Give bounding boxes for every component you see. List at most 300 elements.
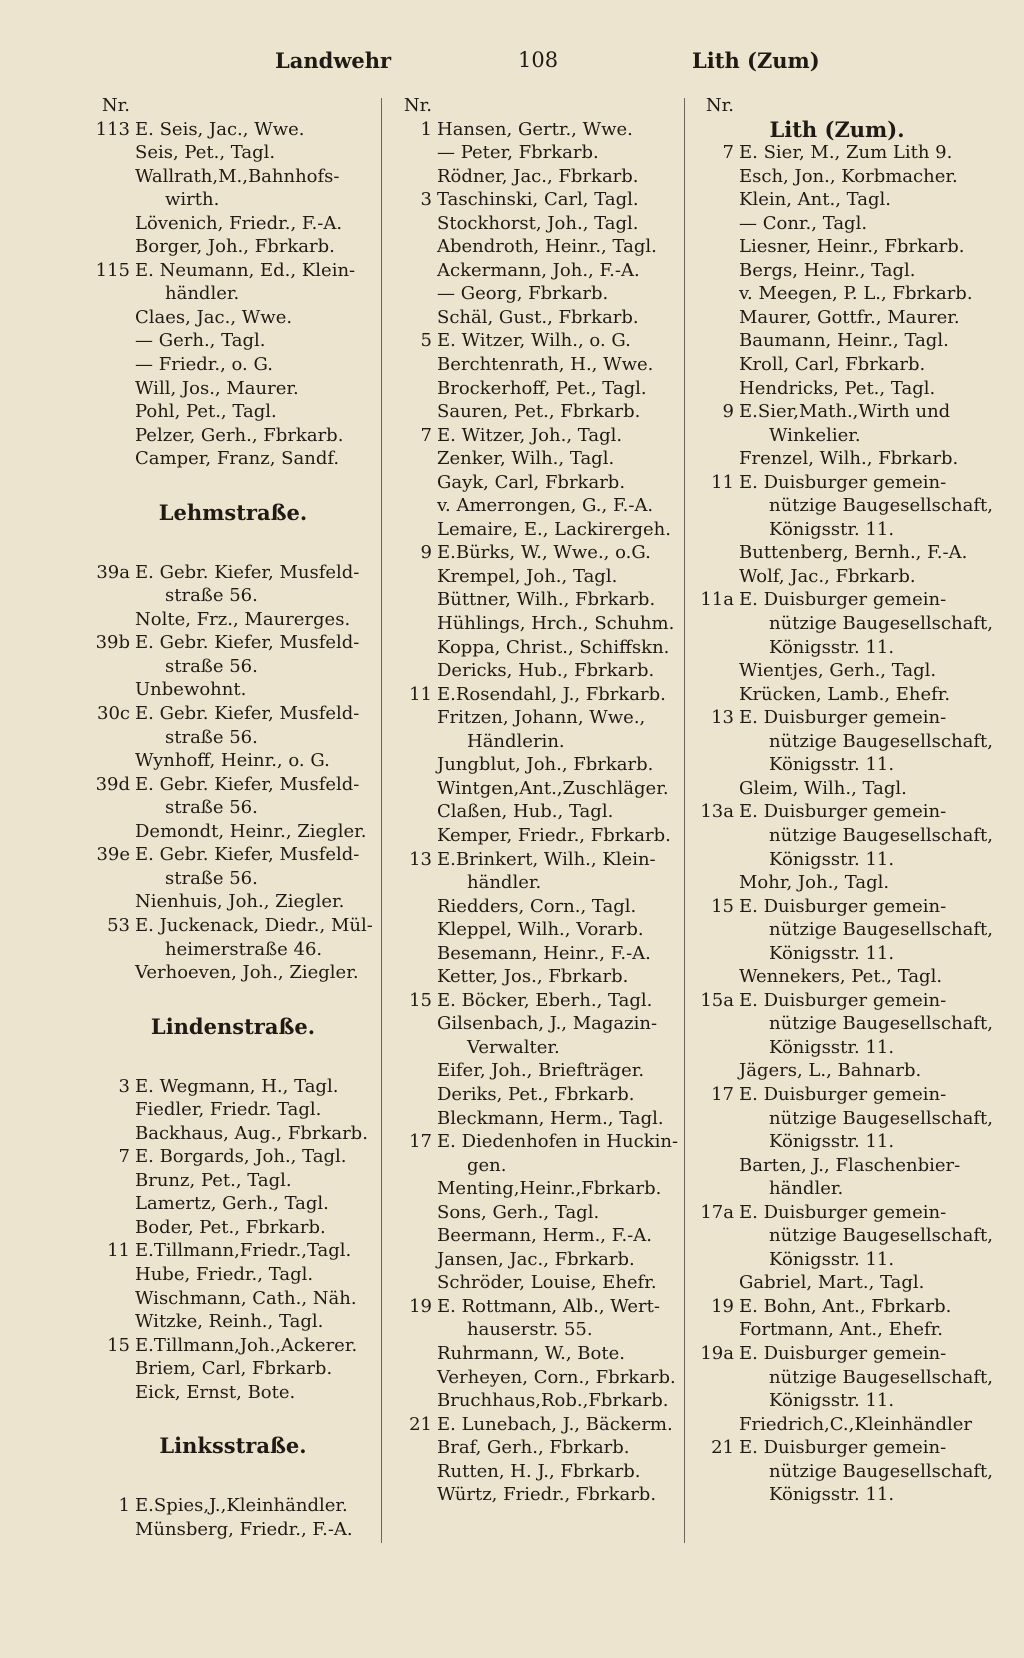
house-number	[390, 1036, 437, 1060]
entry-text: Dericks, Hub., Fbrkarb.	[437, 660, 655, 682]
directory-entry	[390, 565, 680, 589]
house-number: 7	[118, 1146, 130, 1168]
house-number: 7	[420, 424, 432, 446]
house-number: 7	[722, 142, 734, 164]
house-number	[390, 753, 437, 777]
directory-entry	[88, 353, 378, 377]
house-number	[88, 1518, 135, 1542]
house-number	[692, 1012, 739, 1036]
house-number	[88, 961, 135, 985]
entry-text: straße 56.	[165, 585, 258, 607]
directory-entry	[88, 749, 378, 773]
entry-text: E.Spies,J.,Kleinhändler.	[135, 1495, 348, 1517]
directory-entry	[88, 1357, 378, 1381]
house-number	[390, 306, 437, 330]
house-number: 15	[711, 895, 734, 917]
house-number	[88, 584, 135, 608]
directory-entry	[88, 702, 378, 726]
entry-text: Bruchhaus,Rob.,Fbrkarb.	[437, 1390, 669, 1412]
directory-entry	[88, 938, 378, 962]
house-number	[692, 377, 739, 401]
house-number	[390, 1248, 437, 1272]
entry-text: Menting,Heinr.,Fbrkarb.	[437, 1178, 662, 1200]
entry-text: v. Amerrongen, G., F.-A.	[437, 495, 654, 517]
house-number	[88, 282, 135, 306]
entry-text: Unbewohnt.	[135, 679, 247, 701]
entry-text: Brunz, Pet., Tagl.	[135, 1169, 292, 1191]
directory-entry	[692, 659, 982, 683]
directory-entry	[390, 424, 680, 448]
house-number	[390, 377, 437, 401]
entry-text: Pohl, Pet., Tagl.	[135, 401, 277, 423]
entry-text: Krempel, Joh., Tagl.	[437, 565, 618, 587]
entry-text: E. Rottmann, Alb., Wert-	[437, 1295, 660, 1317]
column-divider	[684, 98, 685, 1543]
house-number	[692, 1248, 739, 1272]
directory-entry	[88, 118, 378, 142]
entry-text: Braf, Gerh., Fbrkarb.	[437, 1437, 630, 1459]
entry-text: Stockhorst, Joh., Tagl.	[437, 212, 639, 234]
directory-entry	[88, 377, 378, 401]
entry-text: E.Brinkert, Wilh., Klein-	[437, 848, 656, 870]
entry-text: nützige Baugesellschaft,	[769, 495, 993, 517]
entry-text: Verwalter.	[467, 1036, 560, 1058]
house-number	[88, 188, 135, 212]
entry-text: händler.	[467, 872, 542, 894]
directory-entry	[390, 1460, 680, 1484]
directory-entry	[692, 1318, 982, 1342]
directory-entry	[390, 800, 680, 824]
house-number	[692, 1366, 739, 1390]
directory-entry	[390, 871, 680, 895]
house-number	[88, 424, 135, 448]
entry-text: Mohr, Joh., Tagl.	[739, 872, 890, 894]
house-number	[88, 1216, 135, 1240]
directory-entry	[88, 1518, 378, 1542]
directory-entry	[390, 518, 680, 542]
entry-text: E.Sier,Math.,Wirth und	[739, 401, 951, 423]
entry-text: E. Borgards, Joh., Tagl.	[135, 1146, 347, 1168]
entry-text: E. Diedenhofen in Huckin-	[437, 1131, 679, 1153]
entry-text: Buttenberg, Bernh., F.-A.	[739, 542, 968, 564]
entry-text: E. Duisburger gemein-	[739, 589, 947, 611]
entry-text: Schäl, Gust., Fbrkarb.	[437, 306, 639, 328]
directory-entry	[692, 1154, 982, 1178]
house-number: 1	[118, 1495, 130, 1517]
directory-entry	[390, 1248, 680, 1272]
entry-text: E.Tillmann,Joh.,Ackerer.	[135, 1334, 358, 1356]
house-number	[692, 1177, 739, 1201]
directory-entry	[88, 282, 378, 306]
directory-entry	[390, 1154, 680, 1178]
entry-text: Jungblut, Joh., Fbrkarb.	[437, 754, 654, 776]
house-number	[88, 749, 135, 773]
directory-entry	[692, 683, 982, 707]
house-number	[692, 518, 739, 542]
house-number	[390, 777, 437, 801]
entry-text: Hendricks, Pet., Tagl.	[739, 377, 936, 399]
directory-entry	[390, 1389, 680, 1413]
directory-entry	[390, 942, 680, 966]
house-number	[88, 1381, 135, 1405]
house-number	[390, 400, 437, 424]
directory-entry	[692, 353, 982, 377]
house-number	[390, 588, 437, 612]
entry-text: E. Duisburger gemein-	[739, 895, 947, 917]
house-number	[88, 608, 135, 632]
house-number: 30c	[97, 703, 130, 725]
directory-entry	[692, 188, 982, 212]
directory-entry	[692, 282, 982, 306]
directory-entry	[390, 1036, 680, 1060]
entry-text: Würtz, Friedr., Fbrkarb.	[437, 1484, 657, 1506]
directory-entry	[390, 494, 680, 518]
house-number	[390, 141, 437, 165]
directory-entry	[390, 1483, 680, 1507]
entry-text: gen.	[467, 1154, 507, 1176]
house-number	[88, 212, 135, 236]
entry-text	[135, 94, 378, 118]
entry-text: Gilsenbach, J., Magazin-	[437, 1013, 658, 1035]
entry-text: nützige Baugesellschaft,	[769, 1225, 993, 1247]
directory-entry	[390, 188, 680, 212]
house-number	[88, 329, 135, 353]
house-number	[692, 683, 739, 707]
directory-entry	[692, 753, 982, 777]
house-number	[390, 1107, 437, 1131]
directory-entry	[88, 1334, 378, 1358]
entry-text: händler.	[165, 283, 240, 305]
entry-text: Pelzer, Gerh., Fbrkarb.	[135, 424, 344, 446]
house-number	[692, 306, 739, 330]
house-number	[390, 895, 437, 919]
directory-entry	[88, 400, 378, 424]
directory-entry	[692, 235, 982, 259]
house-number: 19	[409, 1295, 432, 1317]
house-number: 19a	[700, 1342, 734, 1364]
directory-entry	[692, 777, 982, 801]
house-number	[390, 1460, 437, 1484]
entry-text: Seis, Pet., Tagl.	[135, 142, 276, 164]
entry-text: Lamertz, Gerh., Tagl.	[135, 1193, 329, 1215]
directory-entry	[88, 1216, 378, 1240]
house-number	[88, 400, 135, 424]
house-number	[390, 730, 437, 754]
house-number	[88, 235, 135, 259]
house-number	[390, 824, 437, 848]
directory-entry	[692, 824, 993, 848]
house-number	[692, 1224, 739, 1248]
house-number: 39b	[95, 632, 130, 654]
directory-entry	[390, 282, 680, 306]
directory-entry	[692, 588, 982, 612]
directory-entry	[88, 1169, 378, 1193]
directory-entry	[692, 1248, 982, 1272]
house-number	[390, 612, 437, 636]
directory-entry	[390, 659, 680, 683]
house-number: 1	[420, 118, 432, 140]
directory-entry	[390, 824, 680, 848]
entry-text: E. Gebr. Kiefer, Musfeld-	[135, 632, 360, 654]
house-number: 13	[711, 707, 734, 729]
entry-text: straße 56.	[165, 726, 258, 748]
entry-text: Königsstr. 11.	[769, 1036, 895, 1058]
house-number	[692, 1107, 739, 1131]
entry-text: E. Duisburger gemein-	[739, 1437, 947, 1459]
directory-entry	[390, 118, 680, 142]
directory-entry	[692, 447, 982, 471]
entry-text: nützige Baugesellschaft,	[769, 730, 993, 752]
house-number	[692, 1154, 739, 1178]
house-number	[390, 165, 437, 189]
house-number	[88, 1287, 135, 1311]
directory-entry	[88, 1145, 378, 1169]
house-number	[88, 1122, 135, 1146]
column-divider	[381, 98, 382, 1543]
entry-text: heimerstraße 46.	[165, 938, 323, 960]
directory-entry	[390, 989, 680, 1013]
directory-entry	[692, 212, 982, 236]
entry-text: Backhaus, Aug., Fbrkarb.	[135, 1122, 368, 1144]
entry-text: Taschinski, Carl, Tagl.	[437, 189, 639, 211]
directory-entry	[88, 1310, 378, 1334]
house-number	[390, 1389, 437, 1413]
entry-text: straße 56.	[165, 867, 258, 889]
directory-entry	[88, 1263, 378, 1287]
house-number	[390, 565, 437, 589]
directory-entry	[692, 1059, 982, 1083]
entry-text: Schröder, Louise, Ehefr.	[437, 1272, 657, 1294]
directory-entry	[692, 1483, 982, 1507]
street-heading: Lith (Zum).	[769, 116, 905, 142]
entry-text: nützige Baugesellschaft,	[769, 824, 993, 846]
entry-text: — Gerh., Tagl.	[135, 330, 266, 352]
entry-text: Wischmann, Cath., Näh.	[135, 1287, 357, 1309]
entry-text: nützige Baugesellschaft,	[769, 1366, 993, 1388]
directory-entry	[390, 1342, 680, 1366]
house-number	[692, 235, 739, 259]
house-number	[692, 329, 739, 353]
directory-entry	[692, 141, 982, 165]
house-number: 11	[107, 1240, 130, 1262]
directory-entry	[390, 1012, 680, 1036]
entry-text: Demondt, Heinr., Ziegler.	[135, 820, 367, 842]
directory-entry	[88, 1239, 378, 1263]
house-number	[390, 800, 437, 824]
house-number	[692, 612, 739, 636]
directory-entry	[390, 377, 680, 401]
entry-text: Gabriel, Mart., Tagl.	[739, 1272, 925, 1294]
house-number	[88, 1098, 135, 1122]
directory-entry	[692, 1130, 982, 1154]
directory-entry	[390, 753, 680, 777]
entry-text: E. Duisburger gemein-	[739, 989, 947, 1011]
directory-entry	[692, 871, 982, 895]
house-number	[390, 942, 437, 966]
house-number: 13	[409, 848, 432, 870]
entry-text: Ackermann, Joh., F.-A.	[437, 259, 640, 281]
house-number	[390, 1177, 437, 1201]
directory-entry	[88, 631, 378, 655]
entry-text: nützige Baugesellschaft,	[769, 919, 993, 941]
house-number	[390, 659, 437, 683]
directory-entry	[692, 1083, 982, 1107]
house-number	[390, 353, 437, 377]
directory-entry	[692, 1201, 982, 1225]
directory-entry	[692, 471, 982, 495]
entry-text: Königsstr. 11.	[769, 1390, 895, 1412]
house-number	[390, 518, 437, 542]
street-heading: Lehmstraße.	[158, 499, 308, 525]
directory-entry	[692, 400, 982, 424]
entry-text: nützige Baugesellschaft,	[769, 613, 993, 635]
directory-entry	[390, 965, 680, 989]
directory-entry	[692, 329, 982, 353]
house-number	[390, 706, 437, 730]
entry-text: E. Duisburger gemein-	[739, 801, 947, 823]
entry-text: Wientjes, Gerh., Tagl.	[739, 660, 937, 682]
house-number: Nr.	[101, 95, 130, 116]
entry-text: E. Duisburger gemein-	[739, 1083, 947, 1105]
entry-text: Wynhoff, Heinr., o. G.	[135, 750, 330, 772]
entry-text: Rödner, Jac., Fbrkarb.	[437, 165, 639, 187]
entry-text: Büttner, Wilh., Fbrkarb.	[437, 589, 656, 611]
entry-text: Friedrich,C.,Kleinhändler	[739, 1413, 973, 1435]
house-number	[692, 848, 739, 872]
directory-entry	[692, 1177, 982, 1201]
entry-text: Bleckmann, Herm., Tagl.	[437, 1107, 664, 1129]
house-number	[692, 541, 739, 565]
directory-entry	[692, 1107, 993, 1131]
entry-text: Zenker, Wilh., Tagl.	[437, 448, 615, 470]
directory-entry	[390, 165, 680, 189]
running-head-right: Lith (Zum)	[692, 48, 820, 73]
house-number	[692, 636, 739, 660]
directory-entry	[692, 1413, 982, 1437]
house-number	[692, 824, 739, 848]
directory-entry	[692, 965, 982, 989]
entry-text: Berchtenrath, H., Wwe.	[437, 354, 654, 376]
entry-text: Kemper, Friedr., Fbrkarb.	[437, 824, 671, 846]
directory-entry	[390, 1413, 680, 1437]
directory-entry	[390, 400, 680, 424]
house-number	[88, 655, 135, 679]
house-number: 17a	[700, 1201, 734, 1223]
entry-text: Sauren, Pet., Fbrkarb.	[437, 401, 641, 423]
entry-text: Nolte, Frz., Maurerges.	[135, 608, 351, 630]
entry-text: Abendroth, Heinr., Tagl.	[437, 236, 657, 258]
directory-entry	[692, 1342, 982, 1366]
entry-text: Deriks, Pet., Fbrkarb.	[437, 1083, 635, 1105]
house-number	[390, 1436, 437, 1460]
directory-entry	[692, 1436, 982, 1460]
house-number: 17	[409, 1131, 432, 1153]
directory-entry	[88, 773, 378, 797]
directory-entry	[390, 1201, 680, 1225]
entry-text: Liesner, Heinr., Fbrkarb.	[739, 236, 965, 258]
house-number: 17	[711, 1083, 734, 1105]
entry-text: Winkelier.	[769, 424, 861, 446]
entry-text: v. Meegen, P. L., Fbrkarb.	[739, 283, 973, 305]
directory-entry	[88, 820, 378, 844]
directory-entry	[88, 655, 378, 679]
entry-text: Kleppel, Wilh., Vorarb.	[437, 919, 644, 941]
house-number	[692, 1318, 739, 1342]
entry-text: Maurer, Gottfr., Maurer.	[739, 306, 960, 328]
entry-text: E. Neumann, Ed., Klein-	[135, 259, 356, 281]
house-number	[390, 1271, 437, 1295]
directory-entry	[88, 329, 378, 353]
directory-entry	[390, 636, 680, 660]
entry-text: Fiedler, Friedr. Tagl.	[135, 1099, 322, 1121]
entry-text: Verhoeven, Joh., Ziegler.	[135, 962, 359, 984]
directory-entry	[692, 918, 993, 942]
entry-text: Fritzen, Johann, Wwe.,	[437, 707, 646, 729]
entry-text: E. Witzer, Wilh., o. G.	[437, 330, 631, 352]
entry-text: Händlerin.	[467, 730, 565, 752]
directory-entry	[390, 1436, 680, 1460]
directory-entry	[390, 212, 680, 236]
entry-text: E. Böcker, Eberh., Tagl.	[437, 989, 653, 1011]
entry-text	[739, 94, 982, 118]
house-number: 9	[420, 542, 432, 564]
house-number	[692, 753, 739, 777]
entry-text: Hansen, Gertr., Wwe.	[437, 118, 633, 140]
entry-text: Bergs, Heinr., Tagl.	[739, 259, 916, 281]
directory-entry	[692, 94, 982, 118]
house-number	[692, 965, 739, 989]
entry-text: Esch, Jon., Korbmacher.	[739, 165, 958, 187]
directory-entry	[390, 848, 680, 872]
running-head-left: Landwehr	[275, 48, 392, 73]
entry-text: E. Witzer, Joh., Tagl.	[437, 424, 623, 446]
directory-entry	[692, 494, 993, 518]
entry-text: Klein, Ant., Tagl.	[739, 189, 891, 211]
directory-entry	[88, 843, 378, 867]
house-number	[88, 377, 135, 401]
entry-text: Frenzel, Wilh., Fbrkarb.	[739, 448, 959, 470]
house-number	[692, 1460, 739, 1484]
house-number	[692, 871, 739, 895]
house-number: 113	[95, 118, 130, 140]
directory-entry	[692, 730, 993, 754]
house-number	[88, 353, 135, 377]
directory-entry	[390, 541, 680, 565]
house-number	[692, 212, 739, 236]
house-number: 15	[409, 989, 432, 1011]
entry-text: Claßen, Hub., Tagl.	[437, 801, 614, 823]
house-number: Nr.	[403, 95, 432, 116]
house-number	[88, 165, 135, 189]
house-number	[390, 212, 437, 236]
directory-entry	[390, 1271, 680, 1295]
directory-entry	[390, 612, 680, 636]
entry-text: Ketter, Jos., Fbrkarb.	[437, 966, 629, 988]
entry-text: Koppa, Christ., Schiffskn.	[437, 636, 670, 658]
directory-entry	[692, 424, 982, 448]
house-number	[692, 447, 739, 471]
directory-entry	[88, 188, 378, 212]
house-number	[88, 1192, 135, 1216]
directory-entry	[88, 94, 378, 118]
entry-text: E. Bohn, Ant., Fbrkarb.	[739, 1295, 952, 1317]
entry-text: Königsstr. 11.	[769, 636, 895, 658]
directory-entry	[692, 1036, 982, 1060]
directory-entry	[390, 471, 680, 495]
house-number	[390, 1154, 437, 1178]
house-number: 19	[711, 1295, 734, 1317]
directory-entry	[390, 588, 680, 612]
